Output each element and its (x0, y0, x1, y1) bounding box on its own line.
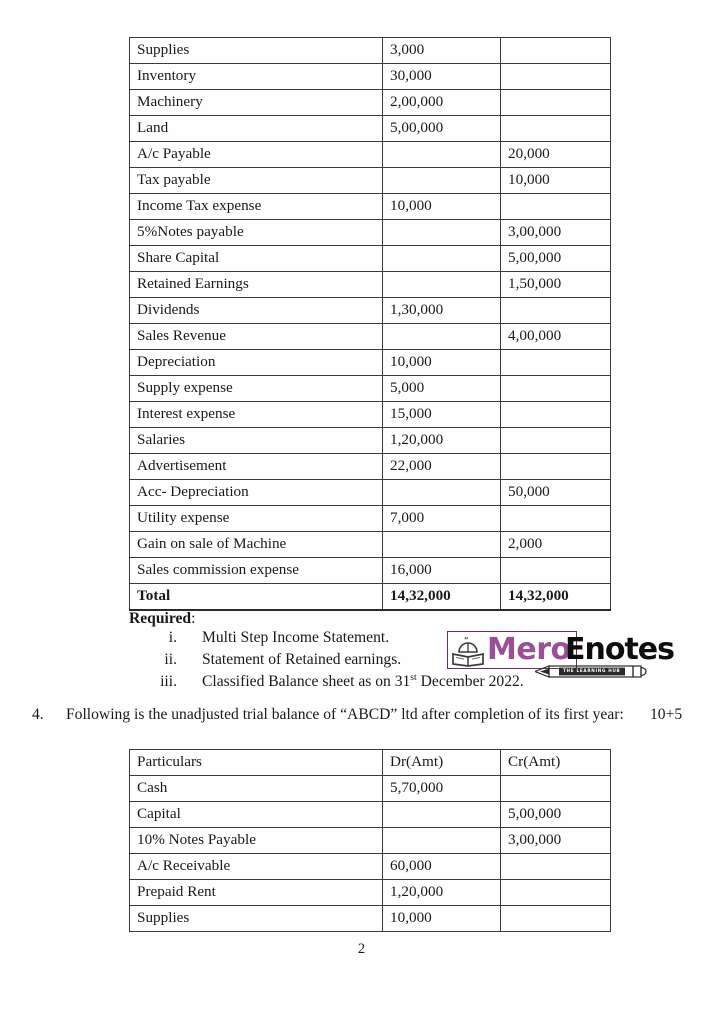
cell-dr: 30,000 (383, 64, 501, 90)
question-4-marks: 10+5 (650, 706, 683, 723)
cell-dr: 5,70,000 (383, 776, 501, 802)
table-row (130, 532, 611, 558)
question-4-text: Following is the unadjusted trial balance of “ABCD” ltd after completion of its first year: (66, 706, 624, 723)
table-row (130, 350, 611, 376)
cell-cr: 3,00,000 (501, 828, 611, 854)
table-row (130, 828, 611, 854)
table-row (130, 454, 611, 480)
cell-particulars: Share Capital (130, 246, 383, 272)
table-row (130, 298, 611, 324)
table-row (130, 220, 611, 246)
cell-cr (501, 116, 611, 142)
cell-dr: 5,00,000 (383, 116, 501, 142)
table-row (130, 402, 611, 428)
abcd-table-head (130, 750, 611, 776)
cell-particulars: A/c Receivable (130, 854, 383, 880)
required-item-numeral: ii. (164, 651, 177, 668)
table-row (130, 246, 611, 272)
meroenotes-logo (447, 628, 675, 680)
trial-balance-continued-table (129, 37, 611, 611)
required-item-text-tail: December 2022. (416, 673, 524, 690)
cell-dr: 7,000 (383, 506, 501, 532)
cell-dr: 2,00,000 (383, 90, 501, 116)
logo-tagline: THE LEARNING HUB (563, 668, 621, 673)
abcd-header-row (130, 750, 611, 776)
cell-particulars: Capital (130, 802, 383, 828)
cell-cr: 2,000 (501, 532, 611, 558)
cell-particulars: Tax payable (130, 168, 383, 194)
cell-particulars: Sales commission expense (130, 558, 383, 584)
abcd-table-body (130, 776, 611, 932)
svg-text:“: “ (464, 636, 469, 644)
cell-cr: 1,50,000 (501, 272, 611, 298)
cell-cr (501, 298, 611, 324)
cell-dr: 1,20,000 (383, 428, 501, 454)
cell-dr: 10,000 (383, 906, 501, 932)
table-row (130, 880, 611, 906)
table-row (130, 142, 611, 168)
required-item-text-main: Multi Step Income Statement. (202, 629, 390, 646)
cell-particulars: Cash (130, 776, 383, 802)
table-row (130, 776, 611, 802)
cell-cr (501, 194, 611, 220)
cell-cr (501, 776, 611, 802)
cell-cr (501, 906, 611, 932)
cell-dr: 15,000 (383, 402, 501, 428)
table-row (130, 506, 611, 532)
abcd-header-cr: Cr(Amt) (501, 750, 611, 776)
cell-dr (383, 272, 501, 298)
cell-particulars: Salaries (130, 428, 383, 454)
cell-dr: 60,000 (383, 854, 501, 880)
cell-dr (383, 246, 501, 272)
page-number: 2 (357, 941, 366, 957)
table-row (130, 194, 611, 220)
question-4-number: 4. (32, 706, 44, 723)
table-row (130, 584, 611, 611)
cell-dr: 22,000 (383, 454, 501, 480)
cell-particulars: Dividends (130, 298, 383, 324)
cell-particulars: Inventory (130, 64, 383, 90)
cell-dr: 3,000 (383, 38, 501, 64)
cell-particulars: Land (130, 116, 383, 142)
cell-particulars: A/c Payable (130, 142, 383, 168)
cell-cr (501, 558, 611, 584)
cell-cr (501, 454, 611, 480)
cell-cr (501, 402, 611, 428)
required-item-text-main: Statement of Retained earnings. (202, 651, 402, 668)
required-item-numeral: i. (168, 629, 177, 646)
cell-cr: 20,000 (501, 142, 611, 168)
cell-dr: 5,000 (383, 376, 501, 402)
ordinal-suffix: st (410, 671, 417, 683)
cell-cr: 5,00,000 (501, 246, 611, 272)
required-item-text (177, 651, 401, 669)
cell-particulars: Total (130, 584, 383, 611)
cell-dr: 14,32,000 (383, 584, 501, 611)
logo-brand-enotes: Enotes (565, 632, 675, 667)
table-row (130, 324, 611, 350)
cell-particulars: Gain on sale of Machine (130, 532, 383, 558)
cell-dr (383, 828, 501, 854)
required-item-text-main: Classified Balance sheet as on 31 (202, 673, 411, 690)
abcd-header-dr: Dr(Amt) (383, 750, 501, 776)
cell-cr: 3,00,000 (501, 220, 611, 246)
cell-cr (501, 38, 611, 64)
cell-dr: 1,30,000 (383, 298, 501, 324)
required-heading (129, 610, 649, 628)
required-item-text (177, 629, 389, 647)
table-row (130, 428, 611, 454)
cell-dr (383, 168, 501, 194)
table-row (130, 854, 611, 880)
cell-cr (501, 506, 611, 532)
cell-cr (501, 350, 611, 376)
cell-particulars: Utility expense (130, 506, 383, 532)
cell-particulars: Supplies (130, 906, 383, 932)
table-row (130, 906, 611, 932)
cell-particulars: Retained Earnings (130, 272, 383, 298)
abcd-header-particulars: Particulars (130, 750, 383, 776)
table-row (130, 272, 611, 298)
cell-cr (501, 376, 611, 402)
table-row (130, 64, 611, 90)
table-row (130, 376, 611, 402)
cell-dr: 16,000 (383, 558, 501, 584)
required-heading-text: Required (129, 610, 192, 627)
required-item-numeral: iii. (160, 673, 177, 690)
cell-particulars: Advertisement (130, 454, 383, 480)
cell-particulars: Prepaid Rent (130, 880, 383, 906)
cell-dr (383, 532, 501, 558)
cell-particulars: Supplies (130, 38, 383, 64)
table-row (130, 90, 611, 116)
cell-particulars: Interest expense (130, 402, 383, 428)
cell-particulars: Supply expense (130, 376, 383, 402)
table-row (130, 480, 611, 506)
abcd-trial-balance-table (129, 749, 611, 932)
table-row (130, 802, 611, 828)
cell-cr: 14,32,000 (501, 584, 611, 611)
cell-cr (501, 854, 611, 880)
cell-particulars: Machinery (130, 90, 383, 116)
cell-cr (501, 880, 611, 906)
cell-particulars: 5%Notes payable (130, 220, 383, 246)
table-row (130, 558, 611, 584)
cell-particulars: 10% Notes Payable (130, 828, 383, 854)
table-row (130, 168, 611, 194)
open-book-icon (451, 635, 485, 668)
trial-balance-continued-body (130, 38, 611, 611)
cell-cr (501, 64, 611, 90)
cell-cr: 5,00,000 (501, 802, 611, 828)
cell-dr: 10,000 (383, 194, 501, 220)
cell-dr (383, 802, 501, 828)
cell-dr (383, 324, 501, 350)
cell-particulars: Depreciation (130, 350, 383, 376)
required-heading-colon: : (191, 610, 196, 627)
cell-cr: 50,000 (501, 480, 611, 506)
cell-dr (383, 220, 501, 246)
cell-dr (383, 480, 501, 506)
cell-dr (383, 142, 501, 168)
cell-dr: 10,000 (383, 350, 501, 376)
table-row (130, 116, 611, 142)
cell-particulars: Acc- Depreciation (130, 480, 383, 506)
cell-particulars: Income Tax expense (130, 194, 383, 220)
logo-brand-mero: Mero (487, 632, 571, 667)
cell-cr: 10,000 (501, 168, 611, 194)
cell-particulars: Sales Revenue (130, 324, 383, 350)
cell-cr (501, 428, 611, 454)
cell-dr: 1,20,000 (383, 880, 501, 906)
cell-cr (501, 90, 611, 116)
table-row (130, 38, 611, 64)
cell-cr: 4,00,000 (501, 324, 611, 350)
